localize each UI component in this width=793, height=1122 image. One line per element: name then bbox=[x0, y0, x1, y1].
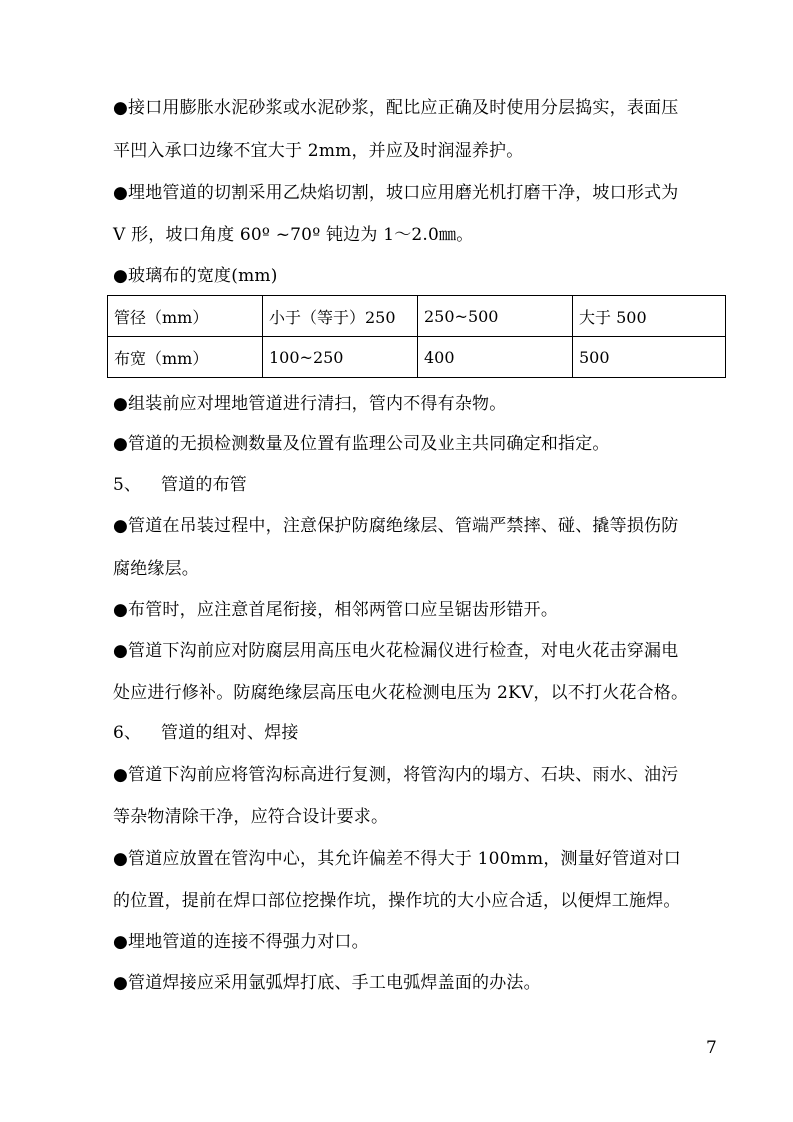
paragraph-line: 腐绝缘层。 bbox=[113, 559, 199, 579]
section-number: 5、 bbox=[113, 475, 142, 495]
paragraph-line: ●管道应放置在管沟中心，其允许偏差不得大于 100mm，测量好管道对口 bbox=[113, 849, 681, 869]
paragraph-line: ●组装前应对埋地管道进行清扫，管内不得有杂物。 bbox=[113, 394, 507, 414]
paragraph-line: 等杂物清除干净，应符合设计要求。 bbox=[113, 807, 389, 827]
section-heading-6 bbox=[113, 723, 299, 743]
section-heading-5 bbox=[113, 475, 247, 495]
paragraph-line: 的位置，提前在焊口部位挖操作坑，操作坑的大小应合适，以便焊工施焊。 bbox=[113, 891, 681, 911]
paragraph-line: ●管道下沟前应将管沟标高进行复测，将管沟内的塌方、石块、雨水、油污 bbox=[113, 765, 679, 785]
section-title: 管道的组对、焊接 bbox=[161, 723, 299, 743]
paragraph-line: ●埋地管道的切割采用乙炔焰切割，坡口应用磨光机打磨干净，坡口形式为 bbox=[113, 183, 679, 203]
table-cell: 400 bbox=[418, 337, 573, 378]
table-cell: 大于 500 bbox=[573, 296, 726, 337]
paragraph-line: V 形，坡口角度 60º ~70º 钝边为 1～2.0㎜。 bbox=[113, 225, 474, 245]
page-number: 7 bbox=[706, 1038, 717, 1058]
paragraph-line: ●埋地管道的连接不得强力对口。 bbox=[113, 932, 369, 952]
paragraph-line: ●管道在吊装过程中，注意保护防腐绝缘层、管端严禁摔、碰、撬等损伤防 bbox=[113, 516, 679, 536]
paragraph-line: ●管道的无损检测数量及位置有监理公司及业主共同确定和指定。 bbox=[113, 434, 610, 454]
table-cell: 布宽（mm） bbox=[108, 337, 263, 378]
paragraph-line: 平凹入承口边缘不宜大于 2mm，并应及时润湿养护。 bbox=[113, 141, 524, 161]
paragraph-line: ●管道下沟前应对防腐层用高压电火花检漏仪进行检查，对电火花击穿漏电 bbox=[113, 641, 679, 661]
table-cell: 管径（mm） bbox=[108, 296, 263, 337]
table-row bbox=[108, 296, 726, 337]
table-cell: 250~500 bbox=[418, 296, 573, 337]
table-cell: 500 bbox=[573, 337, 726, 378]
paragraph-line: ●布管时，应注意首尾衔接，相邻两管口应呈锯齿形错开。 bbox=[113, 600, 559, 620]
section-number: 6、 bbox=[113, 723, 142, 743]
glass-cloth-width-table bbox=[107, 295, 726, 378]
paragraph-line: ●玻璃布的宽度(mm) bbox=[113, 266, 278, 286]
section-title: 管道的布管 bbox=[161, 475, 247, 495]
table-cell: 小于（等于）250 bbox=[263, 296, 418, 337]
paragraph-line: ●管道焊接应采用氩弧焊打底、手工电弧焊盖面的办法。 bbox=[113, 973, 541, 993]
table-row bbox=[108, 337, 726, 378]
table-cell: 100~250 bbox=[263, 337, 418, 378]
paragraph-line: ●接口用膨胀水泥砂浆或水泥砂浆，配比应正确及时使用分层捣实，表面压 bbox=[113, 98, 679, 118]
paragraph-line: 处应进行修补。防腐绝缘层高压电火花检测电压为 2KV，以不打火花合格。 bbox=[113, 683, 689, 703]
